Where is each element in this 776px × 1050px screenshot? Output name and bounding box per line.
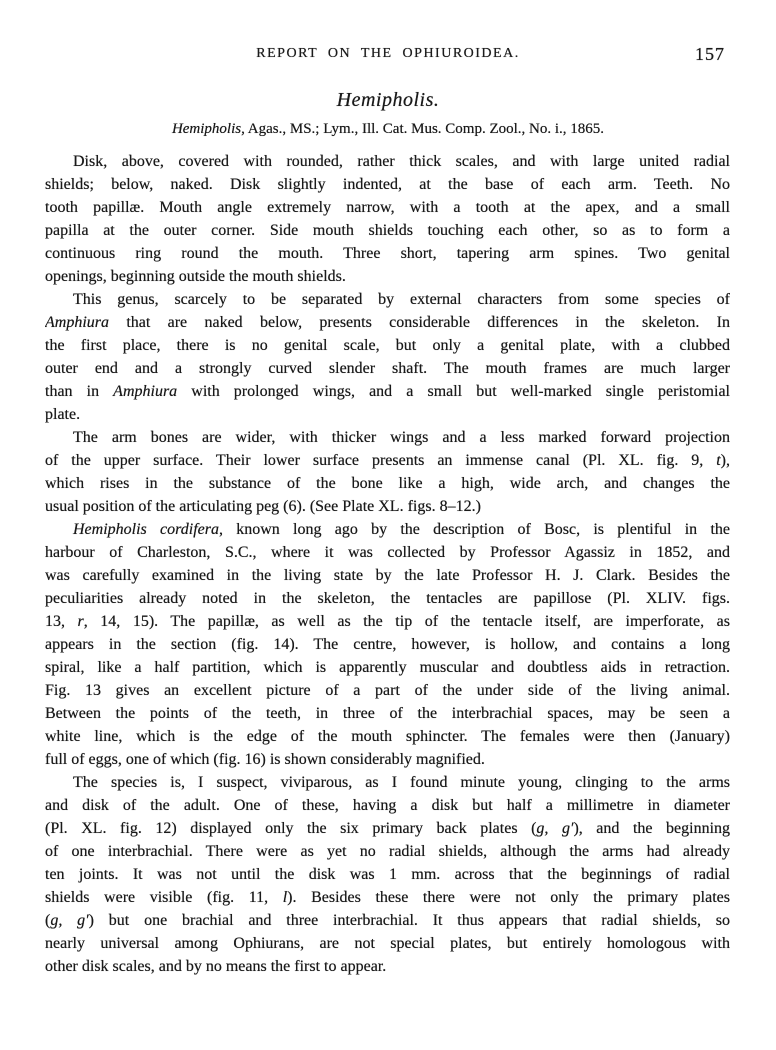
text-run: nearly universal among Ophiurans, are not special plates, but entirely homologous with [45, 935, 730, 952]
text-run: which rises in the substance of the bone like a high, wide arch, and changes the [45, 475, 730, 492]
text-line [45, 564, 730, 587]
text-run: Fig. 13 gives an excellent picture of a part of the under side of the living animal. [45, 682, 730, 699]
text-run: t [716, 452, 721, 469]
text-run: plate. [45, 406, 81, 423]
text-run: that are naked below, presents considerable differences in the skeleton. In [109, 314, 730, 331]
text-run: harbour of Charleston, S.C., where it was collected by Professor Agassiz in 1852, and [45, 544, 730, 561]
text-run: ), and the beginning [573, 820, 730, 837]
text-run: tooth papillæ. Mouth angle extremely narrow, with a tooth at the apex, and a small [45, 199, 730, 216]
text-run: than in [45, 383, 114, 400]
text-run: appears in the section (fig. 14). The centre, however, is hollow, and contains a long [45, 636, 730, 653]
paragraph [45, 426, 730, 518]
text-run: ), [720, 452, 730, 469]
text-run: g, g′ [50, 912, 89, 929]
text-run: with prolonged wings, and a small but well-marked single peristomial [177, 383, 730, 400]
text-line [45, 771, 730, 794]
text-line [45, 472, 730, 495]
text-line [45, 357, 730, 380]
text-line [45, 955, 730, 978]
body-text [45, 150, 730, 978]
text-run: , 14, 15). The papillæ, as well as the tip of the tentacle itself, are imperforate, as [83, 613, 730, 630]
text-run: , Agas., MS.; Lym., Ill. Cat. Mus. Comp. Zool., No. i., 1865. [241, 121, 605, 137]
text-line [45, 587, 730, 610]
text-line [45, 311, 730, 334]
text-run: full of eggs, one of which (fig. 16) is shown considerably magnified. [45, 751, 485, 768]
text-line [45, 725, 730, 748]
text-run: was carefully examined in the living state by the late Professor H. J. Clark. Besides the [45, 567, 730, 584]
text-run: other disk scales, and by no means the first to appear. [45, 958, 387, 975]
citation-line [0, 121, 776, 138]
text-line [45, 196, 730, 219]
text-line [45, 633, 730, 656]
text-run: ten joints. It was not until the disk was 1 mm. across that the beginnings of radial [45, 866, 730, 883]
text-run: The species is, I suspect, viviparous, as I found minute young, clinging to the arms [73, 774, 730, 791]
text-run: and disk of the adult. One of these, having a disk but half a millimetre in diameter [45, 797, 730, 814]
text-line [45, 702, 730, 725]
text-run: Amphiura [113, 383, 178, 400]
text-line [45, 610, 730, 633]
text-run: ) but one brachial and three interbrachial. It thus appears that radial shields, so [88, 912, 730, 929]
text-run: Disk, above, covered with rounded, rather thick scales, and with large united radial [73, 153, 730, 170]
text-run: of the upper surface. Their lower surface presents an immense canal (Pl. XL. fig. 9, [45, 452, 717, 469]
paragraph [45, 771, 730, 978]
text-run: ). Besides these there were not only the primary plates [287, 889, 730, 906]
text-run: white line, which is the edge of the mouth sphincter. The females were then (January) [45, 728, 730, 745]
text-run: This genus, scarcely to be separated by external characters from some species of [73, 291, 730, 308]
text-run: continuous ring round the mouth. Three short, tapering arm spines. Two genital [45, 245, 730, 262]
text-run: l [282, 889, 288, 906]
text-run: (Pl. XL. fig. 12) displayed only the six primary back plates ( [45, 820, 537, 837]
text-run: shields were visible (fig. 11, [45, 889, 283, 906]
text-line [45, 679, 730, 702]
text-run: g, g′ [536, 820, 574, 837]
text-run: Hemipholis [171, 121, 242, 137]
text-run: usual position of the articulating peg (6). (See Plate XL. figs. 8–12.) [45, 498, 481, 515]
text-line [45, 173, 730, 196]
text-run: peculiarities already noted in the skeleton, the tentacles are papillose (Pl. XLIV. figs. [45, 590, 730, 607]
paragraph [45, 518, 730, 771]
running-head [0, 46, 776, 66]
text-run: outer end and a strongly curved slender shaft. The mouth frames are much larger [45, 360, 730, 377]
text-line [45, 541, 730, 564]
text-run: ( [45, 912, 51, 929]
text-run: Hemipholis cordifera [73, 521, 219, 538]
page-number: 157 [695, 44, 725, 64]
text-run: , known long ago by the description of Bosc, is plentiful in the [218, 521, 730, 538]
section-title: Hemipholis. [336, 89, 440, 111]
text-run: the first place, there is no genital scale, but only a genital plate, with a clubbed [45, 337, 730, 354]
text-line [45, 932, 730, 955]
text-run: 13, [45, 613, 78, 630]
text-line [45, 219, 730, 242]
text-line [45, 288, 730, 311]
text-run: shields; below, naked. Disk slightly indented, at the base of each arm. Teeth. No [45, 176, 730, 193]
text-run: Amphiura [45, 314, 109, 331]
text-run: r [77, 613, 84, 630]
text-line [45, 380, 730, 403]
text-line [45, 150, 730, 173]
paragraph [45, 150, 730, 288]
text-line [45, 242, 730, 265]
text-run: spiral, like a half partition, which is apparently muscular and doubtless aids in retraction. [45, 659, 730, 676]
text-run: The arm bones are wider, with thicker wings and a less marked forward projection [73, 429, 730, 446]
text-run: papilla at the outer corner. Side mouth shields touching each other, so as to form a [45, 222, 730, 239]
running-title: REPORT ON THE OPHIUROIDEA. [256, 46, 520, 61]
text-line [45, 794, 730, 817]
text-line [45, 909, 730, 932]
text-line [45, 426, 730, 449]
text-run: Between the points of the teeth, in three of the interbrachial spaces, may be seen a [45, 705, 730, 722]
text-line [45, 817, 730, 840]
text-line [45, 518, 730, 541]
text-line [45, 265, 730, 288]
text-line [45, 840, 730, 863]
text-line [45, 886, 730, 909]
text-run: openings, beginning outside the mouth shields. [45, 268, 346, 285]
text-line [45, 449, 730, 472]
text-line [45, 863, 730, 886]
text-line [45, 748, 730, 771]
text-line [45, 334, 730, 357]
text-run: of one interbrachial. There were as yet no radial shields, although the arms had already [45, 843, 730, 860]
text-line [45, 403, 730, 426]
paragraph [45, 288, 730, 426]
text-line [45, 495, 730, 518]
text-line [45, 656, 730, 679]
